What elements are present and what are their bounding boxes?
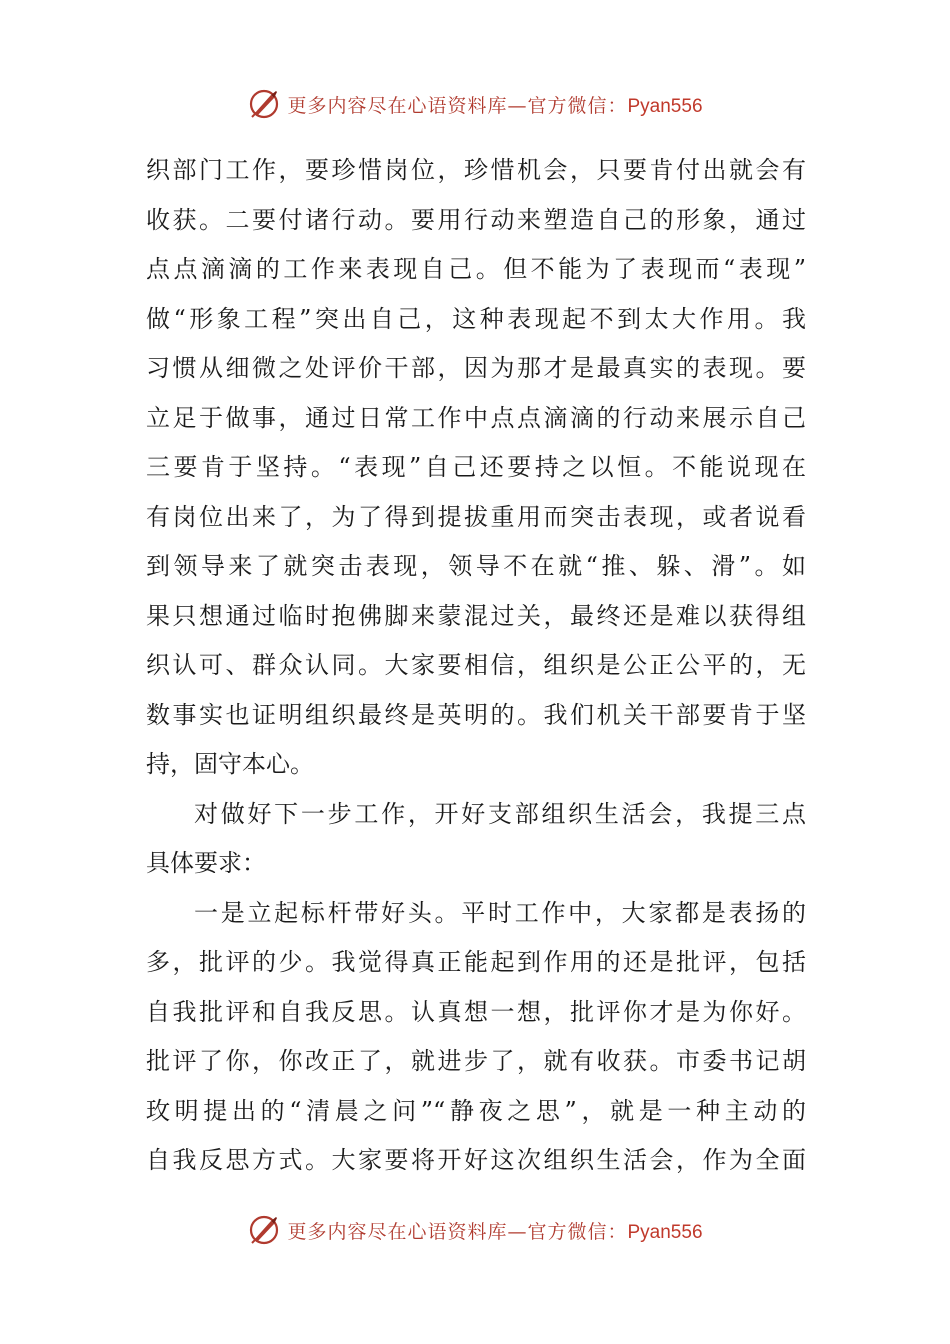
text-line-1: 织部门工作，要珍惜岗位，珍惜机会，只要肯付出就会有 bbox=[146, 156, 806, 184]
text-line-10: 果只想通过临时抱佛脚来蒙混过关，最终还是难以获得组 bbox=[146, 601, 806, 630]
text-line-8: 有岗位出来了，为了得到提拔重用而突击表现，或者说看 bbox=[146, 502, 806, 531]
text-line-12: 数事实也证明组织最终是英明的。我们机关干部要肯于坚 bbox=[146, 700, 806, 729]
text-line-9: 到领导来了就突击表现，领导不在就“推、躲、滑”。如 bbox=[146, 552, 806, 580]
text-line-19: 批评了你，你改正了，就进步了，就有收获。市委书记胡 bbox=[146, 1047, 806, 1075]
wechat-id: Pyan556 bbox=[627, 95, 703, 117]
text-line-3: 点点滴滴的工作来表现自己。但不能为了表现而“表现” bbox=[146, 255, 806, 283]
pen-quill-logo-icon bbox=[247, 87, 281, 121]
wechat-id: Pyan556 bbox=[627, 1221, 703, 1243]
text-line-2: 收获。二要付诸行动。要用行动来塑造自己的形象，通过 bbox=[146, 205, 806, 234]
text-line-20: 玫明提出的“清晨之问”“静夜之思”，就是一种主动的 bbox=[146, 1096, 806, 1125]
watermark-text: 更多内容尽在心语资料库—官方微信：Pyan556 bbox=[287, 94, 703, 117]
header-watermark-banner bbox=[0, 86, 950, 122]
text-line-7: 三要肯于坚持。“表现”自己还要持之以恒。不能说现在 bbox=[146, 453, 806, 481]
text-line-13: 持，固守本心。 bbox=[146, 750, 314, 778]
text-line-4: 做“形象工程”突出自己，这种表现起不到太大作用。我 bbox=[146, 304, 806, 333]
text-line-16: 一是立起标杆带好头。平时工作中，大家都是表扬的 bbox=[194, 898, 806, 927]
text-line-18: 自我批评和自我反思。认真想一想，批评你才是为你好。 bbox=[146, 997, 806, 1026]
text-line-14: 对做好下一步工作，开好支部组织生活会，我提三点 bbox=[194, 799, 806, 828]
text-line-5: 习惯从细微之处评价干部，因为那才是最真实的表现。要 bbox=[146, 354, 806, 382]
text-line-21: 自我反思方式。大家要将开好这次组织生活会，作为全面 bbox=[146, 1146, 806, 1174]
text-line-6: 立足于做事，通过日常工作中点点滴滴的行动来展示自己 bbox=[146, 403, 806, 432]
footer-watermark-banner bbox=[0, 1212, 950, 1248]
watermark-text: 更多内容尽在心语资料库—官方微信：Pyan556 bbox=[287, 1220, 703, 1243]
pen-quill-logo-icon bbox=[247, 1213, 281, 1247]
text-line-17: 多，批评的少。我觉得真正能起到作用的还是批评，包括 bbox=[146, 948, 806, 976]
text-line-15: 具体要求： bbox=[146, 849, 266, 877]
text-line-11: 织认可、群众认同。大家要相信，组织是公正公平的，无 bbox=[146, 651, 806, 679]
document-body bbox=[146, 146, 806, 1186]
